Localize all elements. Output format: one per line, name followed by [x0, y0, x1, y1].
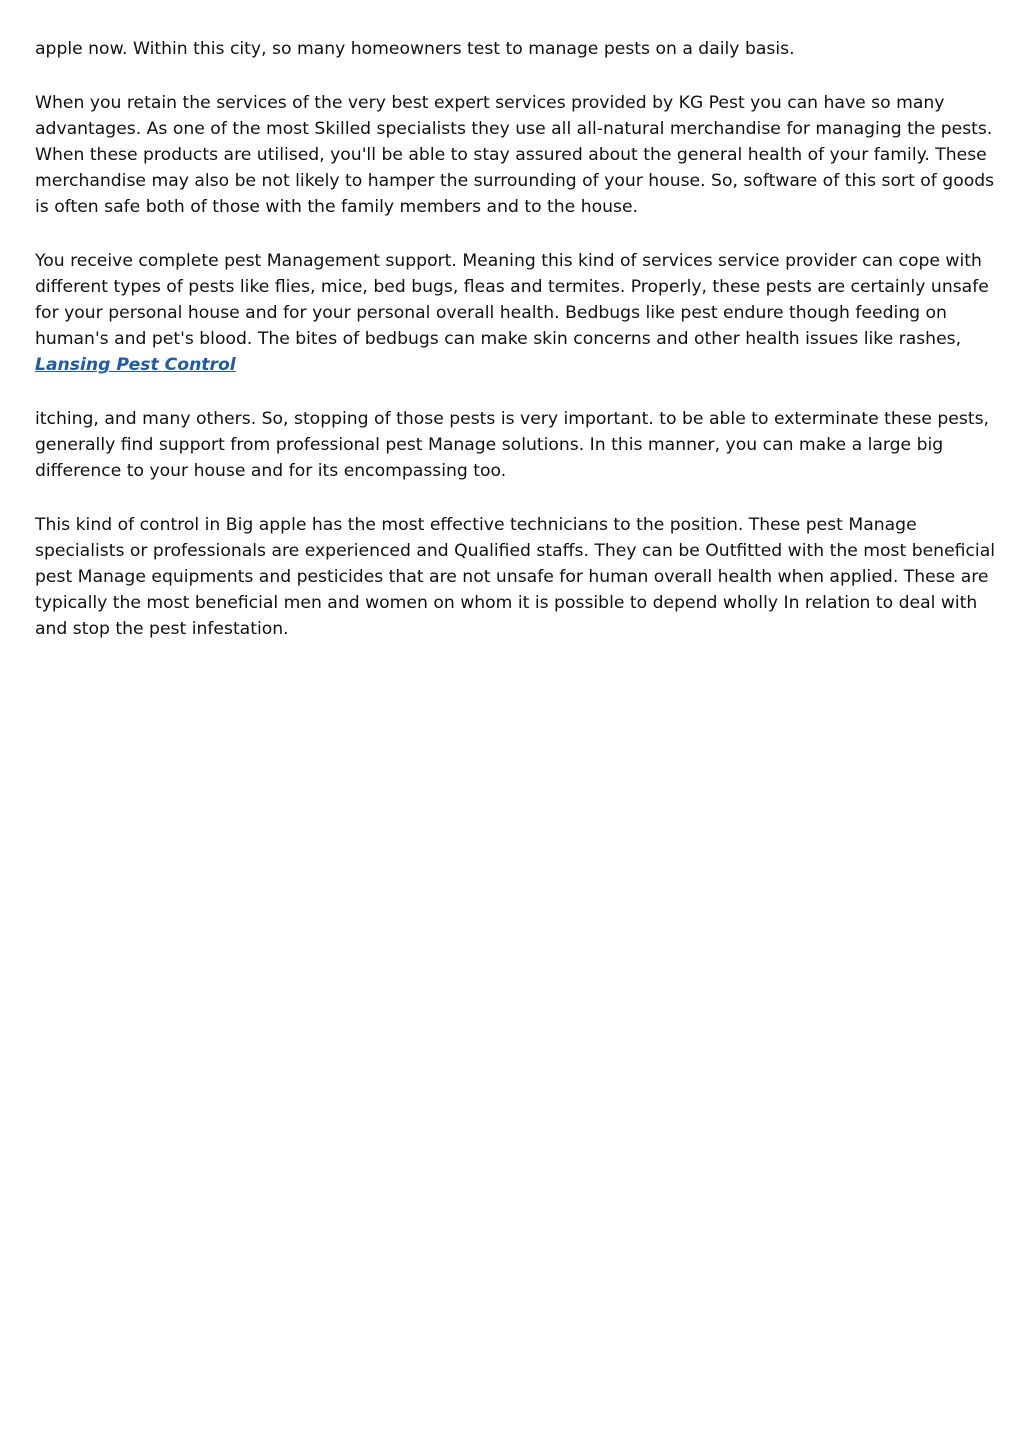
paragraph-extermination [35, 406, 995, 484]
paragraph-technicians [35, 512, 995, 642]
paragraph-pest-management-text: You receive complete pest Management support. Meaning this kind of services service provider can cope with different types of pests like flies, mice, bed bugs, fleas and termites. Properly, these pests are certainly unsafe for your personal house and for your personal overall health. Bedbugs like pest endure though feeding on human's and pet's blood. The bites of bedbugs can make skin concerns and other health issues like rashes, [35, 251, 989, 349]
paragraph-technicians-text: This kind of control in Big apple has the most effective technicians to the position. These pest Manage specialists or professionals are experienced and Qualified staffs. They can be Outfitted with the most beneficial pest Manage equipments and pesticides that are not unsafe for human overall health when applied. These are typically the most beneficial men and women on whom it is possible to depend wholly In relation to deal with and stop the pest infestation. [35, 515, 996, 639]
paragraph-intro-text: apple now. Within this city, so many homeowners test to manage pests on a daily basis. [35, 39, 795, 59]
paragraph-pest-management [35, 248, 995, 378]
paragraph-advantages [35, 90, 995, 220]
lansing-pest-control-link[interactable]: Lansing Pest Control [35, 355, 236, 375]
document-body [35, 36, 995, 670]
paragraph-intro [35, 36, 995, 62]
paragraph-extermination-text: itching, and many others. So, stopping of those pests is very important. to be able to exterminate these pests, generally find support from professional pest Manage solutions. In this manner, you can make a large big difference to your house and for its encompassing too. [35, 409, 989, 481]
paragraph-advantages-text: When you retain the services of the very best expert services provided by KG Pest you can have so many advantages. As one of the most Skilled specialists they use all all-natural merchandise for managing the pests. When these products are utilised, you'll be able to stay assured about the general health of your family. These merchandise may also be not likely to hamper the surrounding of your house. So, software of this sort of goods is often safe both of those with the family members and to the house. [35, 93, 995, 217]
